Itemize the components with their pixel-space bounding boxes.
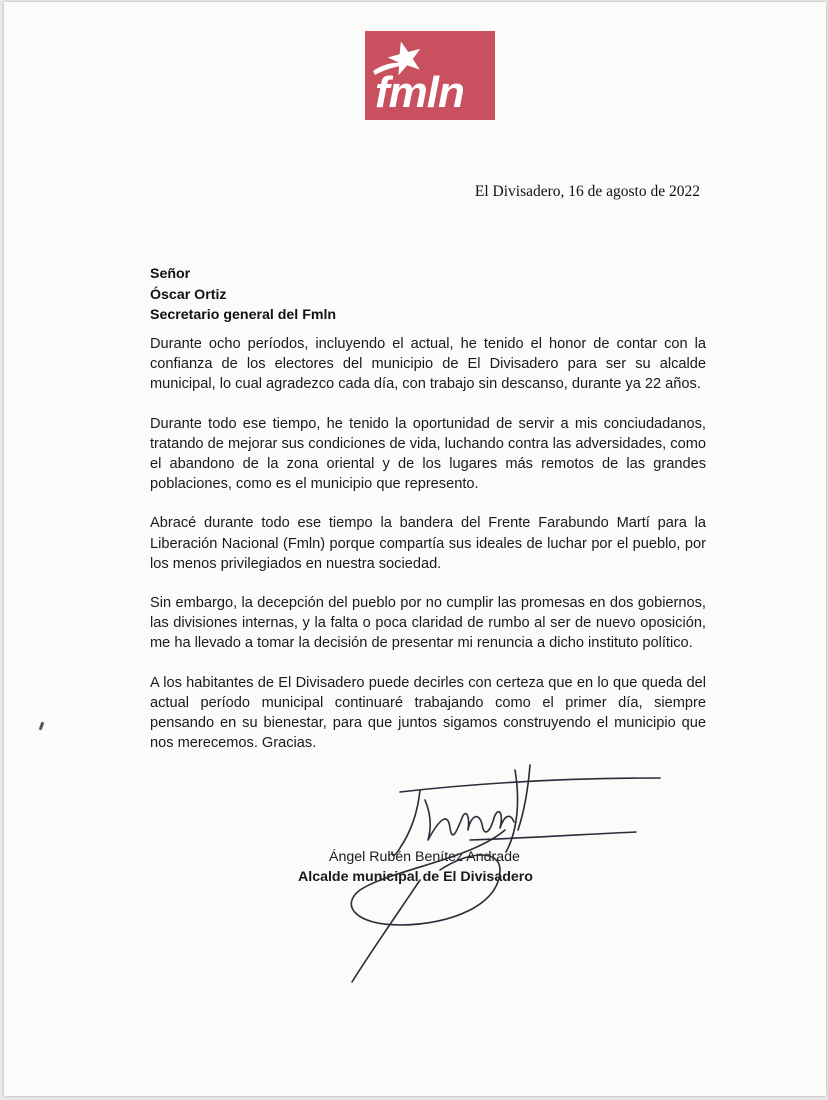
paragraph-2: Durante todo ese tiempo, he tenido la oportunidad de servir a mis conciudadanos, tratando de mejorar sus condiciones de vida, luchando contra las adversidades, como el abandono de la zona oriental y de los lugares más remotos de las grandes poblaciones, como es el municipio que represento. — [150, 415, 706, 493]
recipient-salutation: Señor — [150, 266, 191, 282]
recipient-position: Secretario general del Fmln — [150, 307, 337, 323]
logo-wordmark: fmln — [375, 68, 464, 117]
letter-date: El Divisadero, 16 de agosto de 2022 — [474, 183, 700, 200]
letter-page — [4, 2, 826, 1096]
fmln-logo — [365, 31, 495, 120]
paragraph-3: Abracé durante todo ese tiempo la bandera del Frente Farabundo Martí para la Liberación Nacional (Fmln) porque compartía sus ideales de luchar por el pueblo, por los menos privilegiados en nuestra sociedad. — [150, 515, 706, 572]
fmln-logo-graphic — [365, 31, 495, 120]
signatory-title: Alcalde municipal de El Divisadero — [298, 869, 533, 885]
recipient-name: Óscar Ortiz — [150, 286, 227, 303]
paragraph-1: Durante ocho períodos, incluyendo el actual, he tenido el honor de contar con la confianza de los electores del municipio de El Divisadero para ser su alcalde municipal, lo cual agradezco cada día, con trabajo sin descanso, durante ya 22 años. — [150, 336, 706, 393]
signature-block — [298, 847, 533, 887]
paragraph-5: A los habitantes de El Divisadero puede decirles con certeza que en lo que queda del actual período municipal continuaré trabajando como el primer día, siempre pensando en su bienestar, para que juntos sigamos construyendo el municipio que nos merecemos. Gracias. — [150, 674, 706, 752]
signatory-name: Ángel Rubén Benítez Andrade — [329, 849, 520, 865]
recipient-block — [150, 264, 336, 326]
letter-body — [150, 334, 706, 772]
paragraph-4: Sin embargo, la decepción del pueblo por no cumplir las promesas en dos gobiernos, las divisiones internas, y la falta o poca claridad de rumbo al ser de nuevo oposición, me ha llevado a tomar la decisión de presentar mi renuncia a dicho instituto político. — [150, 595, 706, 652]
